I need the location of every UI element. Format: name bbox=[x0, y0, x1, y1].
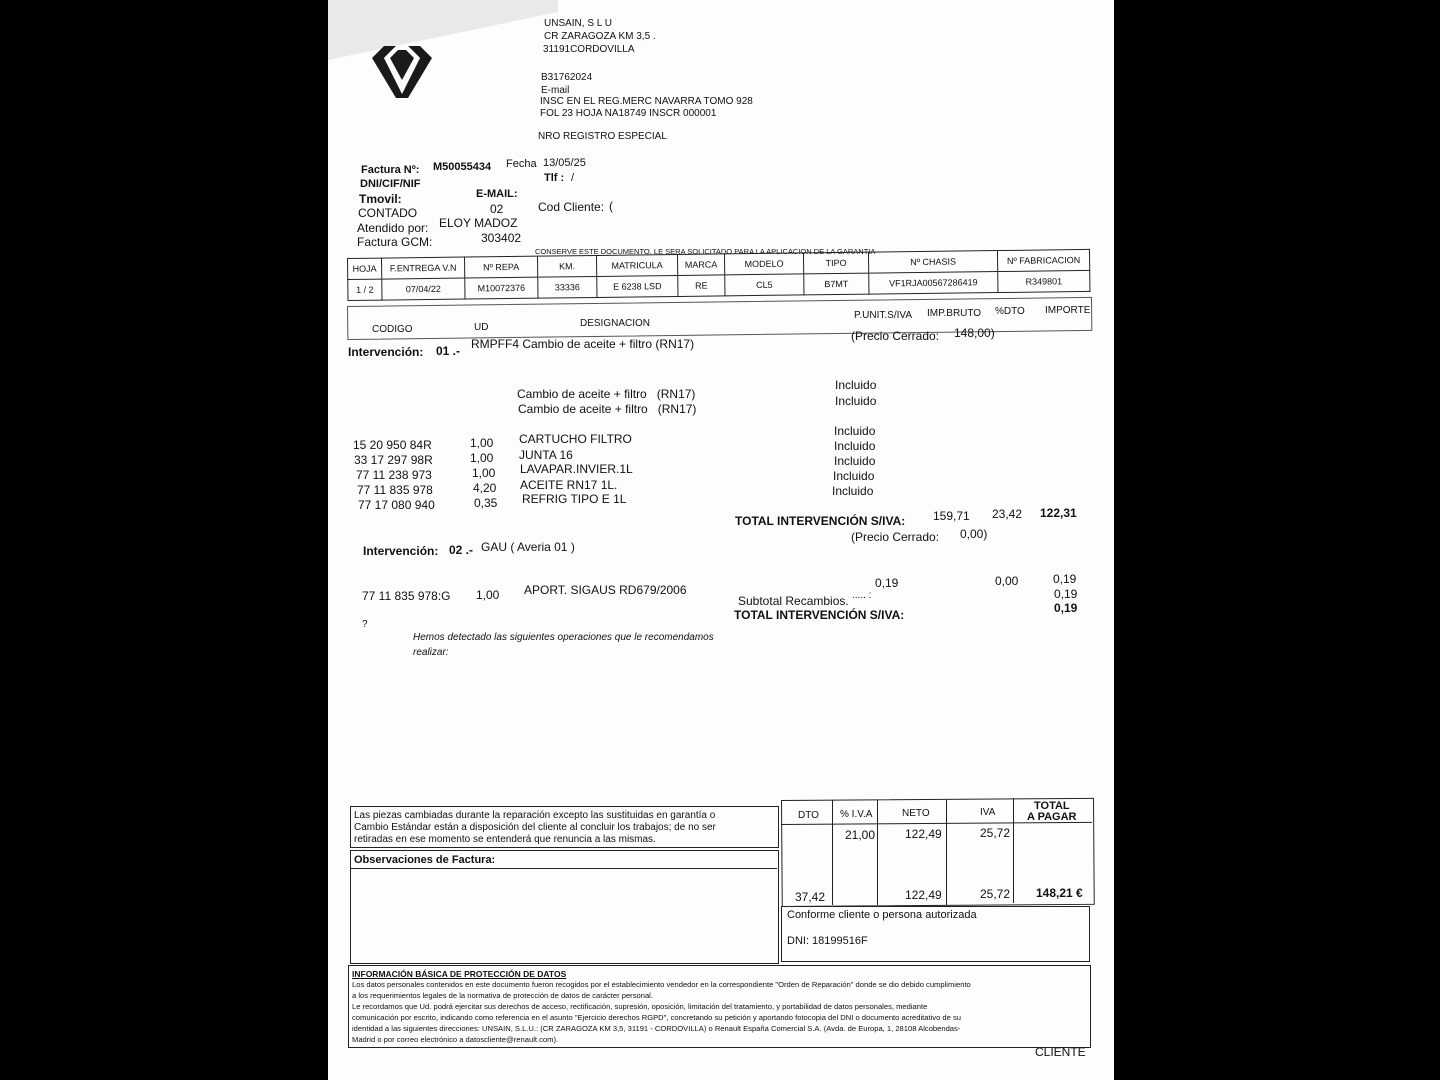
dni-label: DNI/CIF/NIF bbox=[360, 178, 421, 190]
totals-header-iva: IVA bbox=[980, 807, 996, 818]
vehicle-value-cell: VF1RJA00567286419 bbox=[869, 272, 998, 295]
part-desc: APORT. SIGAUS RD679/2006 bbox=[524, 583, 687, 597]
privacy-line-1: Los datos personales contenidos en este documento fueron recogidos por el establecimiento vendedor en la correspondiente "Orden de Reparación" donde se dio debido cumplimiento bbox=[352, 980, 971, 989]
vehicle-header-cell: KM. bbox=[537, 255, 596, 277]
iva-total-value: 25,72 bbox=[980, 887, 1011, 901]
fecha-label: Fecha bbox=[506, 158, 537, 170]
neto-value: 122,49 bbox=[905, 827, 942, 841]
part-dto: 0,00 bbox=[995, 574, 1019, 588]
part-importe: 0,19 bbox=[1053, 572, 1077, 586]
piezas-text-1: Las piezas cambiadas durante la reparación excepto las sustituidas en garantía o bbox=[354, 810, 716, 821]
service-row bbox=[517, 387, 695, 401]
vehicle-header-cell: F.ENTREGA V.N bbox=[382, 257, 465, 279]
totals-header-neto: NETO bbox=[902, 808, 930, 819]
intervention2-label: Intervención: bbox=[363, 544, 439, 558]
part-code: 77 11 835 978 bbox=[357, 483, 433, 497]
part-qty: 1,00 bbox=[476, 588, 500, 602]
company-registry-folio: FOL 23 HOJA NA18749 INSCR 000001 bbox=[540, 108, 717, 119]
vehicle-header-cell: MODELO bbox=[724, 253, 803, 275]
intervention1-total-bruto: 159,71 bbox=[933, 509, 970, 523]
totals-col-divider bbox=[1013, 798, 1014, 903]
vehicle-value-cell: 33336 bbox=[538, 276, 597, 298]
company-cif: B31762024 bbox=[541, 72, 593, 83]
totals-header-iva-pct: % I.V.A bbox=[840, 809, 873, 820]
part-code: 15 20 950 84R bbox=[353, 438, 432, 452]
privacy-title: INFORMACIÓN BÁSICA DE PROTECCIÓN DE DATOS bbox=[352, 969, 567, 979]
part-punit: 0,19 bbox=[875, 576, 899, 590]
service-text: Cambio de aceite + filtro bbox=[517, 387, 647, 401]
vehicle-header-cell: HOJA bbox=[348, 258, 382, 279]
company-registry: INSC EN EL REG.MERC NAVARRA TOMO 928 bbox=[540, 96, 753, 107]
conserve-note: CONSERVE ESTE DOCUMENTO. LE SERA SOLICITADO PARA LA APLICACION DE LA GARANTIA bbox=[535, 247, 876, 256]
company-address: CR ZARAGOZA KM 3,5 . bbox=[544, 31, 656, 42]
part-status: Incluido bbox=[834, 424, 876, 438]
recommend-text-2: realizar: bbox=[413, 647, 449, 658]
intervention1-precio-label: (Precio Cerrado: bbox=[851, 329, 940, 343]
service-code: (RN17) bbox=[657, 402, 697, 416]
part-code: 77 11 238 973 bbox=[356, 468, 432, 482]
iva-value: 25,72 bbox=[980, 826, 1011, 840]
part-qty: 1,00 bbox=[470, 451, 494, 465]
recommend-text: Hemos detectado las siguientes operaciones que le recomendamos bbox=[413, 632, 714, 643]
email-label: E-MAIL: bbox=[476, 188, 518, 200]
vehicle-value-cell: 07/04/22 bbox=[382, 278, 465, 300]
factura-label: Factura Nº: bbox=[361, 164, 420, 176]
intervention1-precio-value: 148,00) bbox=[954, 326, 995, 340]
renault-logo-icon bbox=[368, 44, 436, 100]
part-qty: 1,00 bbox=[470, 436, 494, 450]
part-desc: JUNTA 16 bbox=[519, 448, 573, 462]
intervention2-number: 02 .- bbox=[449, 543, 474, 557]
privacy-line-6: Madrid o por correo electrónico a datoscliente@renault.com). bbox=[352, 1035, 559, 1044]
tmovil-label: Tmovil: bbox=[359, 192, 402, 206]
part-status: Incluido bbox=[833, 469, 875, 483]
privacy-line-2: a los requerimientos legales de la normativa de protección de datos de carácter personal. bbox=[352, 991, 653, 1000]
vehicle-value-cell: B7MT bbox=[804, 273, 869, 295]
dto-total-value: 37,42 bbox=[795, 890, 826, 904]
col-punit: P.UNIT.S/IVA bbox=[854, 310, 912, 321]
vehicle-value-cell: CL5 bbox=[725, 274, 804, 296]
service-status: Incluido bbox=[835, 378, 877, 392]
privacy-line-4: comunicación por escrito, indicando como referencia en el asunto "Ejercicio derechos RGPD", concretando su petición y aportando fotocopia del DNI o documento acreditativo de su bbox=[352, 1013, 962, 1022]
cod-cliente-value: ( bbox=[609, 199, 613, 213]
atendido-value: ELOY MADOZ bbox=[439, 216, 518, 230]
payment-method: CONTADO bbox=[358, 206, 418, 220]
totals-col-divider bbox=[946, 800, 947, 905]
totals-header-a-pagar: A PAGAR bbox=[1027, 811, 1077, 823]
tlf-value: / bbox=[571, 172, 575, 184]
service-code: (RN17) bbox=[656, 387, 696, 401]
vehicle-header-cell: Nº CHASIS bbox=[868, 251, 997, 274]
vehicle-value-cell: R349801 bbox=[998, 270, 1090, 292]
intervention1-total-label: TOTAL INTERVENCIÓN S/IVA: bbox=[735, 514, 906, 528]
tlf-label: Tlf : bbox=[544, 172, 565, 184]
part-desc: REFRIG TIPO E 1L bbox=[522, 492, 627, 506]
part-status: Incluido bbox=[834, 454, 876, 468]
intervention2-title: GAU ( Averia 01 ) bbox=[481, 540, 575, 554]
part-qty: 4,20 bbox=[473, 481, 497, 495]
intervention1-number: 01 .- bbox=[436, 344, 461, 358]
part-qty: 1,00 bbox=[472, 466, 496, 480]
dni-signature: DNI: 18199516F bbox=[787, 935, 868, 947]
company-email-label: E-mail bbox=[541, 85, 570, 96]
col-codigo: CODIGO bbox=[372, 324, 413, 335]
part-status: Incluido bbox=[832, 484, 874, 498]
factura-number: M50055434 bbox=[433, 161, 492, 173]
conforme-label: Conforme cliente o persona autorizada bbox=[787, 909, 977, 921]
atendido-label: Atendido por: bbox=[357, 221, 429, 235]
part-code: 77 11 835 978:G bbox=[362, 589, 451, 603]
company-registry-special: NRO REGISTRO ESPECIAL bbox=[538, 131, 667, 142]
part-qty: 0,35 bbox=[474, 496, 498, 510]
question-mark: ? bbox=[362, 619, 368, 630]
part-desc: CARTUCHO FILTRO bbox=[519, 432, 632, 446]
service-status: Incluido bbox=[835, 394, 877, 408]
intervention1-label: Intervención: bbox=[348, 345, 424, 359]
piezas-text-3: retiradas en ese momento se entenderá que renuncia a las mismas. bbox=[354, 834, 656, 845]
col-ud: UD bbox=[474, 322, 489, 333]
cod-cliente-label: Cod Cliente: bbox=[538, 200, 605, 214]
totals-col-divider bbox=[877, 800, 878, 905]
subtotal-dots: ..... : bbox=[852, 590, 872, 601]
fecha-value: 13/05/25 bbox=[543, 157, 586, 169]
totals-col-divider bbox=[832, 800, 833, 905]
privacy-line-3: Le recordamos que Ud. podrá ejercitar sus derechos de acceso, rectificación, supresión, oposición, limitación del tratamiento, y portabilidad de datos personales, mediante bbox=[352, 1002, 928, 1011]
intervention2-precio-label: (Precio Cerrado: bbox=[851, 530, 940, 544]
vehicle-value-cell: 1 / 2 bbox=[348, 279, 382, 300]
col-designacion: DESIGNACION bbox=[580, 318, 651, 329]
neto-total-value: 122,49 bbox=[905, 888, 942, 902]
company-name: UNSAIN, S L U bbox=[544, 18, 612, 29]
service-text: Cambio de aceite + filtro bbox=[518, 402, 648, 416]
privacy-line-5: identidad a las siguientes direcciones: UNSAIN, S.L.U.: (CR ZARAGOZA KM 3,5, 31191 - CORDOVILLA) o Renault España Comercial S.A. (Avda. de Europa, 1, 28108 Alcobendas- bbox=[352, 1024, 961, 1033]
vehicle-value-cell: M10072376 bbox=[465, 277, 538, 299]
part-code: 33 17 297 98R bbox=[354, 453, 433, 467]
total-a-pagar-value: 148,21 € bbox=[1036, 886, 1083, 900]
totals-header-dto: DTO bbox=[798, 810, 819, 821]
intervention2-total-value: 0,19 bbox=[1054, 601, 1078, 615]
vehicle-header-cell: MARCA bbox=[677, 254, 724, 276]
intervention2-precio-value: 0,00) bbox=[960, 527, 988, 541]
observaciones-label: Observaciones de Factura: bbox=[354, 854, 496, 866]
intervention1-title: RMPFF4 Cambio de aceite + filtro (RN17) bbox=[471, 337, 695, 351]
factura-gcm-label: Factura GCM: bbox=[357, 235, 433, 249]
observaciones-divider bbox=[350, 868, 777, 869]
totals-header-total: TOTAL bbox=[1034, 800, 1070, 812]
vehicle-table bbox=[347, 249, 1090, 301]
col-dto: %DTO bbox=[995, 306, 1025, 317]
vehicle-header-cell: Nº FABRICACION bbox=[997, 249, 1089, 271]
part-code: 77 17 080 940 bbox=[358, 498, 435, 512]
subtotal-value: 0,19 bbox=[1054, 587, 1078, 601]
intervention1-total-dto: 23,42 bbox=[992, 507, 1023, 521]
code-02: 02 bbox=[490, 202, 504, 216]
intervention1-total-importe: 122,31 bbox=[1040, 506, 1077, 520]
iva-pct-value: 21,00 bbox=[845, 828, 876, 842]
factura-gcm-value: 303402 bbox=[481, 231, 522, 245]
col-importe: IMPORTE bbox=[1045, 305, 1091, 316]
service-row bbox=[518, 402, 696, 416]
part-desc: ACEITE RN17 1L. bbox=[520, 478, 618, 492]
vehicle-header-cell: MATRICULA bbox=[596, 254, 677, 276]
vehicle-header-cell: Nº REPA bbox=[464, 256, 537, 278]
company-city: 31191CORDOVILLA bbox=[543, 44, 635, 55]
vehicle-value-cell: E 6238 LSD bbox=[597, 275, 678, 297]
vehicle-value-cell: RE bbox=[678, 275, 725, 297]
subtotal-label: Subtotal Recambios. bbox=[738, 594, 849, 608]
intervention2-total-label: TOTAL INTERVENCIÓN S/IVA: bbox=[734, 608, 905, 622]
col-imp-bruto: IMP.BRUTO bbox=[927, 308, 982, 319]
piezas-text-2: Cambio Estándar están a disposición del cliente al concluir los trabajos; de no ser bbox=[354, 822, 716, 833]
part-status: Incluido bbox=[834, 439, 876, 453]
copy-label: CLIENTE bbox=[1035, 1045, 1086, 1059]
vehicle-header-cell: TIPO bbox=[803, 252, 868, 274]
part-desc: LAVAPAR.INVIER.1L bbox=[520, 462, 633, 476]
